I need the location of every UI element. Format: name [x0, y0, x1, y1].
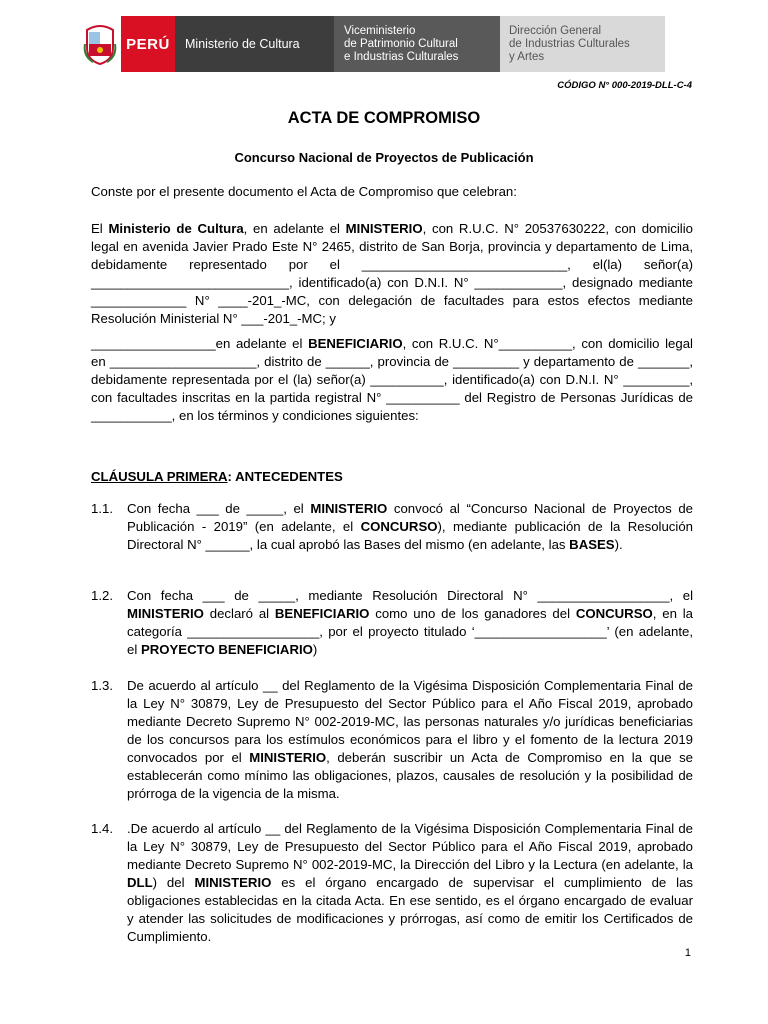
document-subtitle: Concurso Nacional de Proyectos de Publicación — [234, 150, 534, 165]
text-run: declaró al — [203, 606, 275, 621]
item-text — [127, 587, 693, 659]
text-run: ). — [614, 537, 623, 552]
text-run: De acuerdo al artículo __ del Reglamento de la Vigésima Disposición Complementaria Final de la Ley N° 30879, Ley de Presupuesto del Sector Público para el Año Fiscal 2019, aprobado mediante Decreto Supremo N° 002-2019-MC, las personas naturales y/o jurídicas beneficiarias de los concursos para los estímulos económicos para el libro y el fomento de la lectura 2019 convocados por el — [127, 678, 693, 765]
text-run: , deberán suscribir un Acta de Compromiso en la que se establecerán como mínimo las obligaciones, plazos, causales de resolución y la posibilidad de prórroga de la vigencia de la misma. — [127, 750, 693, 801]
list-item — [91, 500, 693, 554]
bold-run: BENEFICIARIO — [308, 336, 403, 351]
header-banner — [79, 16, 665, 72]
bold-run: CONCURSO — [575, 606, 653, 621]
vice-line: e Industrias Culturales — [344, 50, 459, 63]
item-number: 1.4. — [91, 821, 113, 836]
dg-line: de Industrias Culturales — [509, 37, 630, 50]
document-title: ACTA DE COMPROMISO — [287, 109, 481, 127]
item-text — [127, 500, 693, 554]
text-run: , en la categoría __________________, por el proyecto titulado ‘__________________’ (en adelante, el — [127, 606, 693, 657]
bold-run: MINISTERIO — [249, 750, 327, 765]
text-run: ) del — [152, 875, 195, 890]
text-run: .De acuerdo al artículo __ del Reglamento de la Vigésima Disposición Complementaria Final de la Ley N° 30879, Ley de Presupuesto del Sector Público para el Año Fiscal 2019, aprobado mediante Decreto Supremo N° 002-2019-MC, la Dirección del Libro y la Lectura (en adelante, la — [127, 821, 693, 872]
viceministry-name — [334, 16, 500, 72]
beneficiary-paragraph — [91, 335, 693, 425]
text-run: como uno de los ganadores del — [369, 606, 576, 621]
text-run: convocó al “Concurso Nacional de Proyectos de Publicación - 2019” (en adelante, el — [127, 501, 693, 534]
text-run: es el órgano encargado de supervisar el cumplimiento de las obligaciones establecidas en la citada Acta. En ese sentido, es el órgano encargado de evaluar y atender las solicitudes de modificaciones y prórrogas, así como de emitir los Certificados de Cumplimiento. — [127, 875, 693, 944]
dg-line: Dirección General — [509, 24, 602, 37]
text-run: El — [91, 221, 109, 236]
text-run: ), mediante publicación de la Resolución Directoral N° ______, la cual aprobó las Bases del mismo (en adelante, las — [127, 519, 693, 552]
page-number: 1 — [684, 947, 691, 959]
coat-of-arms-icon — [79, 16, 121, 72]
dg-line: y Artes — [509, 50, 545, 63]
list-item — [91, 820, 693, 946]
vice-line: Viceministerio — [344, 24, 416, 37]
bold-run: MINISTERIO — [345, 221, 423, 236]
bold-run: MINISTERIO — [310, 501, 388, 516]
vice-line: de Patrimonio Cultural — [344, 37, 458, 50]
ministry-name: Ministerio de Cultura — [175, 16, 334, 72]
text-run: Con fecha ___ de _____, mediante Resolución Directoral N° __________________, el — [127, 588, 693, 603]
clause-label: CLÁUSULA PRIMERA — [91, 469, 228, 484]
intro-paragraph: Conste por el presente documento el Acta de Compromiso que celebran: — [91, 184, 517, 199]
text-run: , con R.U.C. N°__________, con domicilio legal en ____________________, distrito de ______, provincia de _________ y departamento de _______, debidamente representada por el (la) señor(a) __________, identificado(a) con D.N.I. N° _________, con facultades inscritas en la partida registral N° __________ del Registro de Personas Jurídicas de ___________, en los términos y condiciones siguientes: — [91, 336, 693, 423]
text-run: _________________en adelante el — [91, 336, 309, 351]
directorate-name — [500, 16, 665, 72]
item-text — [127, 677, 693, 803]
text-run: Con fecha ___ de _____, el — [127, 501, 311, 516]
bold-run: BENEFICIARIO — [274, 606, 370, 621]
item-text — [127, 820, 693, 946]
text-run: , con R.U.C. N° 20537630222, con domicilio legal en avenida Javier Prado Este N° 2465, distrito de San Borja, provincia y departamento de Lima, debidamente representado por el ____________________________, el(la) señor(a) ___________________________, identificado(a) con D.N.I. N° ____________, designado mediante _____________ N° ____-201_-MC, con delegación de facultades para estos efectos mediante Resolución Ministerial N° ___-201_-MC; y — [91, 221, 693, 326]
clause-title: : ANTECEDENTES — [227, 469, 343, 484]
peru-logo: PERÚ — [121, 16, 175, 72]
text-run: ) — [312, 642, 318, 657]
item-number: 1.2. — [91, 588, 113, 603]
item-number: 1.1. — [91, 501, 113, 516]
bold-run: Ministerio de Cultura — [108, 221, 244, 236]
bold-run: DLL — [127, 875, 153, 890]
bold-run: PROYECTO BENEFICIARIO — [140, 642, 313, 657]
ministry-paragraph — [91, 220, 693, 328]
document-code: CÓDIGO N° 000-2019-DLL-C-4 — [557, 80, 692, 91]
list-item — [91, 677, 693, 803]
list-item — [91, 587, 693, 659]
clause-heading — [91, 469, 343, 484]
bold-run: MINISTERIO — [194, 875, 272, 890]
bold-run: MINISTERIO — [127, 606, 204, 621]
bold-run: CONCURSO — [360, 519, 438, 534]
text-run: , en adelante el — [243, 221, 346, 236]
item-number: 1.3. — [91, 678, 113, 693]
bold-run: BASES — [569, 537, 615, 552]
